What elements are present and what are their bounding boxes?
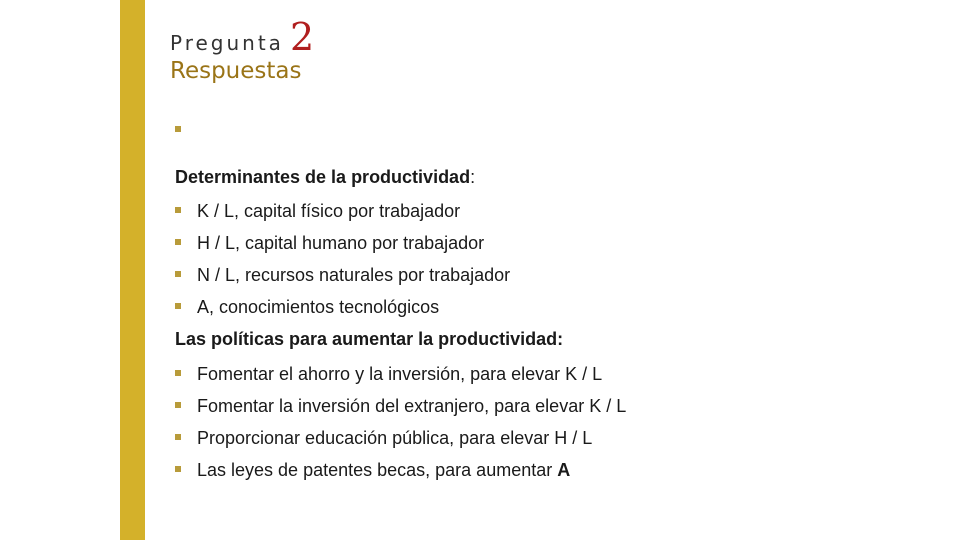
list-item: Fomentar el ahorro y la inversión, para elevar K / L <box>175 358 626 390</box>
square-bullet-icon <box>175 466 181 472</box>
accent-bar <box>120 0 145 540</box>
list-item: H / L, capital humano por trabajador <box>175 227 510 259</box>
slide-title <box>170 15 315 60</box>
section1-list <box>175 195 510 323</box>
square-bullet-icon <box>175 402 181 408</box>
square-bullet-icon <box>175 207 181 213</box>
list-item: Las leyes de patentes becas, para aumentar A <box>175 454 626 486</box>
section2-list <box>175 358 626 486</box>
square-bullet-icon <box>175 126 181 132</box>
section1-heading <box>175 167 475 188</box>
section2-heading: Las políticas para aumentar la productividad: <box>175 329 564 349</box>
bold-variable: A <box>557 460 571 480</box>
list-item: K / L, capital físico por trabajador <box>175 195 510 227</box>
list-item: Proporcionar educación pública, para elevar H / L <box>175 422 626 454</box>
list-item: Fomentar la inversión del extranjero, para elevar K / L <box>175 390 626 422</box>
list-item: A, conocimientos tecnológicos <box>175 291 510 323</box>
square-bullet-icon <box>175 303 181 309</box>
empty-bullet-item <box>175 122 197 140</box>
square-bullet-icon <box>175 239 181 245</box>
section1-heading-suffix: : <box>470 167 476 187</box>
list-item: N / L, recursos naturales por trabajador <box>175 259 510 291</box>
slide-subtitle: Respuestas <box>170 58 302 84</box>
section1-heading-bold: Determinantes de la productividad <box>175 167 471 187</box>
title-word: Pregunta <box>170 31 284 55</box>
square-bullet-icon <box>175 434 181 440</box>
title-number: 2 <box>289 15 315 59</box>
square-bullet-icon <box>175 370 181 376</box>
square-bullet-icon <box>175 271 181 277</box>
